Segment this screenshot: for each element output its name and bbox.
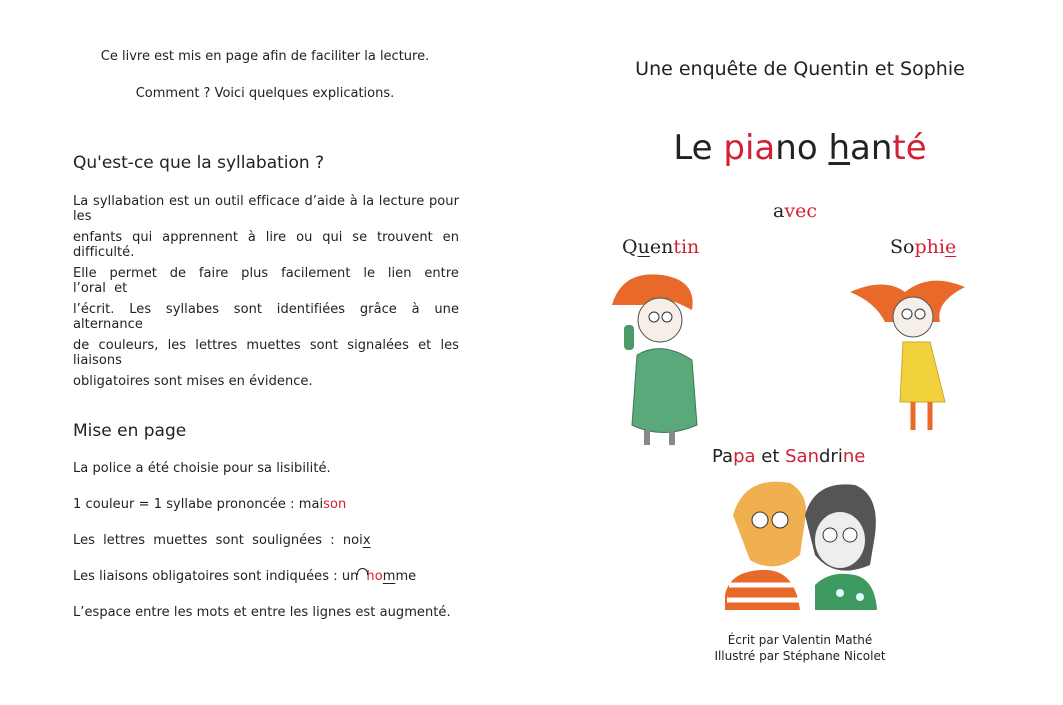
syllable: un [341,569,359,584]
quentin-illustration [602,265,732,455]
layout-line-liaison [73,569,459,584]
syllable: me [395,569,417,584]
syllable: San [785,446,819,467]
syllable: en [649,236,674,258]
syllable: an [850,128,893,168]
syllable: no [775,128,818,168]
credits [660,632,940,664]
line-text: Les lettres muettes sont soulignées : [73,533,343,548]
paragraph-line: obligatoires sont mises en évidence. [73,374,313,389]
author-credit: Écrit par Valentin Mathé [727,633,873,647]
syllable: Pa [712,446,734,467]
syllable: So [890,236,915,258]
paragraph-line: de couleurs, les lettres muettes sont signalées et les liaisons [73,338,459,368]
section-heading-mise-en-page: Mise en page [73,421,187,441]
silent-letter: e [944,236,957,258]
syllable: vec [784,200,817,222]
line-text: 1 couleur = 1 syllabe prononcée : [73,497,299,512]
papa-sandrine-illustration [715,475,885,615]
illustrator-credit: Illustré par Stéphane Nicolet [714,649,886,663]
paragraph-line: enfants qui apprennent à lire ou qui se trouvent en difficulté. [73,230,459,260]
line-text: Les liaisons obligatoires sont indiquées : [73,569,342,584]
intro-line-1: Ce livre est mis en page afin de faciliter la lecture. [100,49,430,64]
syllable: dri [819,446,843,467]
syllable: phi [914,236,945,258]
layout-line-color [73,497,459,512]
intro-line-2: Comment ? Voici quelques explications. [135,86,395,101]
syllable: té [892,128,927,168]
syllable: Q [622,236,638,258]
silent-letter: u [637,236,650,258]
paragraph-line: l’écrit. Les syllabes sont identifiées grâce à une alternance [73,302,459,332]
silent-letter: h [828,128,851,168]
character-name-quentin [622,236,699,258]
syllable: pa [733,446,756,467]
title-word: Le [673,128,724,168]
section-heading-syllabation: Qu'est-ce que la syllabation ? [73,153,325,173]
syllable: pia [723,128,776,168]
silent-letter: x [362,533,371,548]
layout-line-spacing: L’espace entre les mots et entre les lignes est augmenté. [73,605,451,620]
layout-line-font: La police a été choisie pour sa lisibilité. [73,461,331,476]
character-name-sophie [890,236,956,258]
word: et [755,446,786,467]
syllable: ne [842,446,866,467]
syllable: a [773,200,785,222]
silent-letter: m [382,569,396,584]
syllable: son [323,497,347,512]
series-title: Une enquête de Quentin et Sophie [635,58,965,80]
syllable: noi [342,533,363,548]
book-title [600,128,1000,168]
sophie-illustration [845,262,970,437]
character-names-papa-sandrine [712,446,865,467]
paragraph-line: La syllabation est un outil efficace d’aide à la lecture pour les [73,194,459,224]
syllable: ho [366,569,383,584]
paragraph-line: Elle permet de faire plus facilement le lien entre l’oral et [73,266,459,296]
avec-label [600,200,990,222]
space [818,128,829,168]
syllable: mai [298,497,324,512]
syllable: tin [673,236,700,258]
layout-line-silent [73,533,459,548]
